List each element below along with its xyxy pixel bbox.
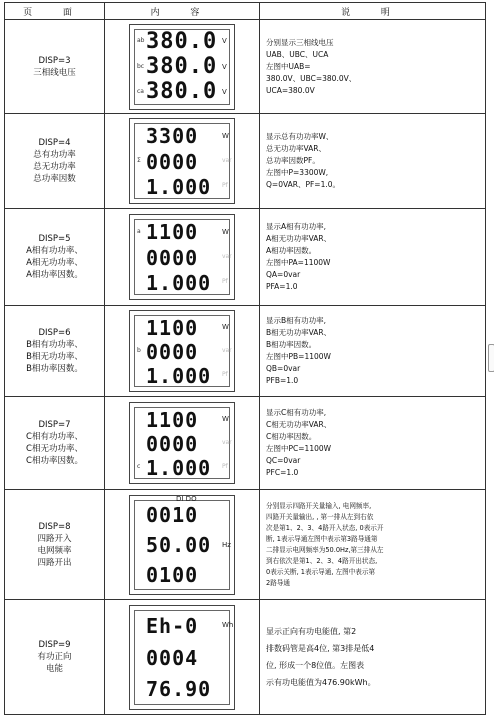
lcd-phase-label: ca xyxy=(137,87,144,95)
page-title-cell xyxy=(5,20,105,114)
description-line: 分别显示四路开关量输入, 电网频率, xyxy=(266,501,372,510)
description-line: 左图中PB=1100W xyxy=(266,352,331,361)
lcd-unit-label: var xyxy=(222,347,232,354)
page-title-line: 总无功功率 xyxy=(33,162,76,172)
page-title-line: DISP=7 xyxy=(38,420,71,430)
page-title-line: C相无功功率、 xyxy=(26,444,83,454)
lcd-phase-label: ab xyxy=(137,37,145,45)
description-cell xyxy=(260,397,486,490)
lcd-unit-label: Pf xyxy=(222,371,228,378)
lcd-unit-label: V xyxy=(222,87,227,96)
lcd-cell xyxy=(105,397,260,490)
page-title-line: 三相线电压 xyxy=(33,67,76,78)
page-title-cell xyxy=(5,114,105,209)
lcd-digit-row: 380.0 xyxy=(146,28,218,54)
lcd-digit-row: 1.000 xyxy=(146,174,212,199)
description-line: C相功率因数。 xyxy=(266,432,317,441)
lcd-phase-label: b xyxy=(137,347,141,354)
lcd-unit-label: W xyxy=(222,323,229,331)
lcd-unit-label: V xyxy=(222,62,227,71)
lcd-phase-label: Σ xyxy=(137,157,141,164)
lcd-unit-label: W xyxy=(222,131,229,140)
lcd-digit-row: 50.00 xyxy=(146,533,212,557)
description-line: PFA=1.0 xyxy=(266,282,298,291)
description-cell xyxy=(260,600,486,715)
lcd-digit-row: Eh-0 xyxy=(146,613,199,638)
description-line: PFB=1.0 xyxy=(266,376,299,385)
header-page: 页 面 xyxy=(5,3,105,20)
table-row xyxy=(5,306,486,397)
lcd-cell xyxy=(105,306,260,397)
page-title-line: A相有功功率、 xyxy=(26,246,83,256)
lcd-digit-row: 380.0 xyxy=(146,53,218,79)
description-line: 显示A相有功功率, xyxy=(266,222,327,231)
lcd-display xyxy=(129,310,235,392)
page-title-cell xyxy=(5,600,105,715)
description-line: Q=0VAR、PF=1.0。 xyxy=(266,180,341,189)
description-line: UAB、UBC、UCA xyxy=(266,49,329,59)
description-line: 分别显示三相线电压 xyxy=(266,37,334,47)
table-header xyxy=(5,3,486,20)
lcd-unit-label: Pf xyxy=(222,463,228,470)
description-line: A相功率因数。 xyxy=(266,246,317,255)
description-line: QA=0var xyxy=(266,270,301,279)
lcd-display xyxy=(129,495,235,595)
page-title-line: C相功率因数。 xyxy=(26,456,83,466)
description-line: B相无功功率VAR、 xyxy=(266,328,332,337)
description-line: 总功率因数PF。 xyxy=(266,156,320,165)
page-title-line: DISP=6 xyxy=(38,328,71,338)
page-title-line: 电网频率 xyxy=(37,545,72,556)
lcd-phase-label: c xyxy=(137,463,141,470)
lcd-unit-label: var xyxy=(222,253,232,260)
lcd-digit-row: 0000 xyxy=(146,149,199,174)
lcd-unit-label: Pf xyxy=(222,278,228,286)
page-title-line: B相无功功率、 xyxy=(26,352,83,362)
lcd-unit-label: W xyxy=(222,415,229,423)
lcd-unit-label: var xyxy=(222,439,232,446)
lcd-display xyxy=(129,214,235,300)
lcd-digit-row: 1100 xyxy=(146,220,199,245)
page-title-line: B相有功功率、 xyxy=(26,340,83,350)
lcd-display xyxy=(129,118,235,204)
lcd-digit-row: 0004 xyxy=(146,645,199,670)
table-row xyxy=(5,209,486,306)
lcd-cell xyxy=(105,114,260,209)
description-line: 四路开关量输出, , 第一排从左到右依 xyxy=(266,512,374,521)
table-row xyxy=(5,397,486,490)
page-title-line: 总功率因数 xyxy=(33,174,76,184)
description-line: 二排显示电网频率为50.0Hz,第三排从左 xyxy=(266,545,384,554)
description-line: 示有功电能值为476.90kWh。 xyxy=(266,678,376,687)
lcd-digit-row: 0010 xyxy=(146,503,199,527)
lcd-cell xyxy=(105,490,260,600)
lcd-digit-row: 76.90 xyxy=(146,677,212,702)
description-line: UCA=380.0V xyxy=(266,85,315,95)
description-line: 排数码管是高4位, 第3排是低4 xyxy=(266,644,375,653)
lcd-digit-row: 3300 xyxy=(146,124,199,149)
page-title-line: B相功率因数。 xyxy=(26,364,83,374)
table-row xyxy=(5,490,486,600)
description-line: 到右依次是第1、2、3、4路开出状态, xyxy=(266,556,378,565)
description-line: 2路导通 xyxy=(266,578,290,587)
description-line: 左图中P=3300W, xyxy=(266,168,329,177)
page-title-line: 四路开出 xyxy=(37,557,72,568)
description-line: 位, 形成一个8位值。左图表 xyxy=(266,661,365,670)
lcd-unit-label: V xyxy=(222,37,227,46)
page-title-cell xyxy=(5,490,105,600)
description-line: 显示正向有功电能值, 第2 xyxy=(266,627,357,636)
lcd-digit-row: 0000 xyxy=(146,339,199,364)
lcd-unit-label: Pf xyxy=(222,182,228,190)
description-cell xyxy=(260,20,486,114)
description-line: 380.0V、UBC=380.0V、 xyxy=(266,73,357,83)
description-line: 显示C相有功功率, xyxy=(266,408,327,417)
lcd-cell xyxy=(105,209,260,306)
lcd-phase-label: bc xyxy=(137,62,145,70)
page-title-line: DISP=8 xyxy=(38,521,71,532)
page-title-line: 有功正向 xyxy=(37,652,72,662)
table-row xyxy=(5,20,486,114)
page-title-line: DISP=4 xyxy=(38,138,71,148)
description-line: PFC=1.0 xyxy=(266,468,299,477)
lcd-unit-label: Wh xyxy=(222,621,234,630)
page-title-line: DISP=5 xyxy=(38,234,71,244)
page-title-line: DISP=9 xyxy=(38,640,71,650)
display-pages-table xyxy=(4,2,486,715)
description-line: A相无功功率VAR、 xyxy=(266,234,332,243)
lcd-top-label: DI DO xyxy=(176,494,197,503)
description-line: 左图中UAB= xyxy=(266,61,311,71)
lcd-phase-label: a xyxy=(137,227,141,235)
lcd-unit-label: var xyxy=(222,157,232,164)
lcd-digit-row: 1100 xyxy=(146,315,199,340)
lcd-display xyxy=(129,24,235,110)
page-title-line: 四路开入 xyxy=(37,533,72,544)
lcd-unit-label: W xyxy=(222,227,229,236)
lcd-digit-row: 0000 xyxy=(146,245,199,270)
description-line: 左图中PA=1100W xyxy=(266,258,331,267)
page-title-line: 总有功功率 xyxy=(33,150,76,160)
description-line: 0表示关断, 1表示导通, 左图中表示第 xyxy=(266,567,376,576)
description-line: B相功率因数。 xyxy=(266,340,317,349)
page-title-line: A相无功功率、 xyxy=(26,258,83,268)
page-title-line: A相功率因数。 xyxy=(26,270,83,280)
page-title-line: DISP=3 xyxy=(38,55,71,66)
lcd-digit-row: 1.000 xyxy=(146,270,212,295)
description-cell xyxy=(260,306,486,397)
lcd-digit-row: 0000 xyxy=(146,431,199,456)
lcd-digit-row: 1.000 xyxy=(146,455,212,480)
lcd-display xyxy=(129,402,235,484)
lcd-digit-row: 380.0 xyxy=(146,79,218,105)
description-cell xyxy=(260,209,486,306)
page-title-cell xyxy=(5,209,105,306)
description-line: QC=0var xyxy=(266,456,301,465)
lcd-cell xyxy=(105,600,260,715)
description-line: 断, 1表示导通左图中表示第3路导通第 xyxy=(266,534,378,543)
description-line: QB=0var xyxy=(266,364,301,373)
description-cell xyxy=(260,114,486,209)
description-line: 显示B相有功功率, xyxy=(266,316,327,325)
description-line: 左图中PC=1100W xyxy=(266,444,332,453)
lcd-cell xyxy=(105,20,260,114)
description-cell xyxy=(260,490,486,600)
lcd-display xyxy=(129,605,235,710)
page-title-cell xyxy=(5,306,105,397)
lcd-digit-row: 0100 xyxy=(146,563,199,587)
lcd-unit-label: Hz xyxy=(222,540,231,549)
header-description: 说 明 xyxy=(260,3,486,20)
page-title-cell xyxy=(5,397,105,490)
description-line: 总无功功率VAR、 xyxy=(266,144,326,153)
description-line: C相无功功率VAR、 xyxy=(266,420,332,429)
lcd-digit-row: 1.000 xyxy=(146,363,212,388)
page-scroll-handle[interactable] xyxy=(488,344,494,372)
description-line: 次是第1、2、3、4路开入状态, 0表示开 xyxy=(266,523,384,532)
page-title-line: 电能 xyxy=(45,664,63,674)
page-title-line: C相有功功率、 xyxy=(26,432,83,442)
description-line: 显示总有功功率W、 xyxy=(266,132,334,141)
lcd-digit-row: 1100 xyxy=(146,407,199,432)
table-row xyxy=(5,114,486,209)
table-row xyxy=(5,600,486,715)
header-content: 内 容 xyxy=(105,3,260,20)
